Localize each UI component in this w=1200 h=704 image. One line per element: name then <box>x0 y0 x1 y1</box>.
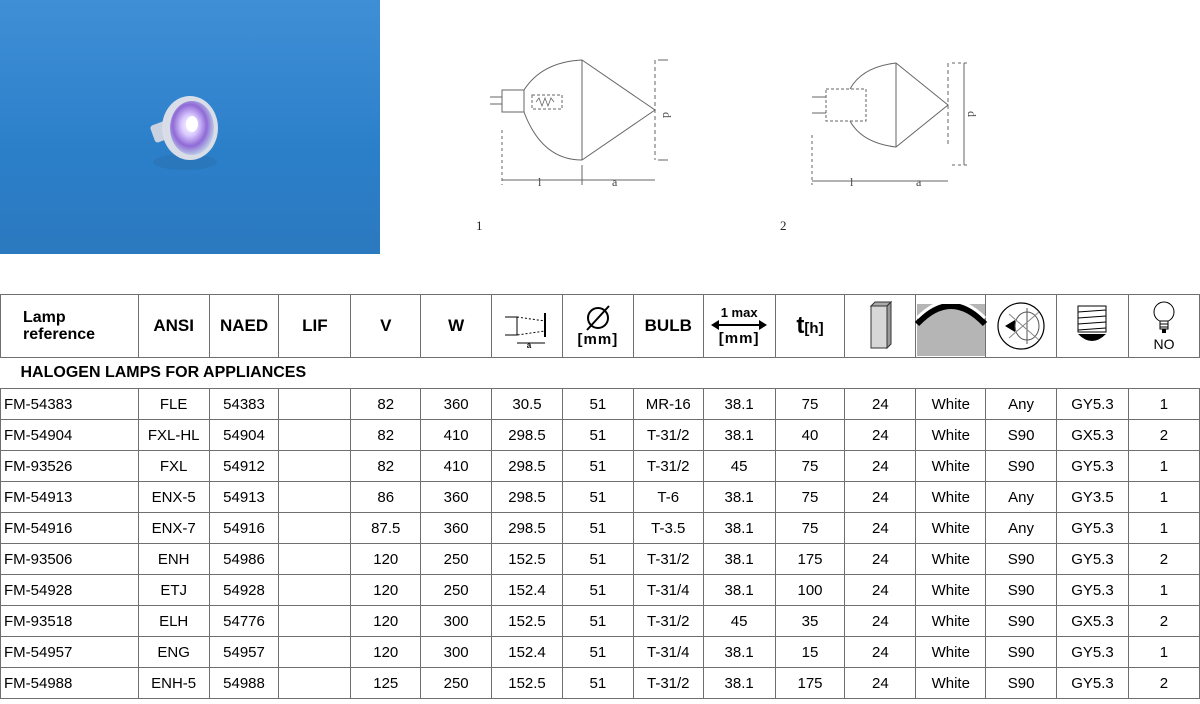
cell-voltage: 120 <box>351 575 421 606</box>
table-row <box>1 575 1200 606</box>
cell-length: 298.5 <box>492 482 563 513</box>
length-icon-label: a <box>526 341 532 350</box>
header-lamp-reference: Lamp reference <box>1 295 139 358</box>
cell-drawing-no: 1 <box>1128 389 1199 420</box>
cell-diameter: 51 <box>562 668 633 699</box>
cell-base: GY5.3 <box>1057 451 1129 482</box>
cell-bulb: T-31/2 <box>633 668 703 699</box>
cell-base: GY5.3 <box>1057 389 1129 420</box>
cell-wattage: 360 <box>421 482 492 513</box>
cell-finish: White <box>916 389 986 420</box>
cell-burning-position: S90 <box>986 451 1057 482</box>
cell-lamp-reference: FM-54988 <box>1 668 139 699</box>
cell-lamp-reference: FM-54957 <box>1 637 139 668</box>
table-header-row <box>1 295 1200 358</box>
cell-max-length: 38.1 <box>703 482 775 513</box>
cell-bulb: MR-16 <box>633 389 703 420</box>
cell-ansi: FXL <box>138 451 209 482</box>
cell-bulb: T-31/2 <box>633 544 703 575</box>
dim-l-label: l <box>850 175 854 189</box>
cell-voltage: 82 <box>351 389 421 420</box>
cell-naed: 54916 <box>209 513 279 544</box>
cell-wattage: 250 <box>421 668 492 699</box>
cell-package-qty: 24 <box>845 637 916 668</box>
table-row <box>1 668 1200 699</box>
cell-life-hours: 75 <box>775 389 845 420</box>
cell-max-length: 38.1 <box>703 513 775 544</box>
cell-base: GY5.3 <box>1057 575 1129 606</box>
cell-wattage: 410 <box>421 420 492 451</box>
header-naed: NAED <box>209 295 279 358</box>
lamp-base-icon <box>1072 304 1112 348</box>
max-label: 1 max <box>720 305 758 320</box>
product-photo <box>0 0 380 254</box>
cell-finish: White <box>916 544 986 575</box>
cell-lif <box>279 482 351 513</box>
cell-max-length: 38.1 <box>703 544 775 575</box>
cell-max-length: 38.1 <box>703 420 775 451</box>
table-row <box>1 544 1200 575</box>
cell-lamp-reference: FM-93506 <box>1 544 139 575</box>
cell-diameter: 51 <box>562 389 633 420</box>
table-row <box>1 420 1200 451</box>
cell-life-hours: 15 <box>775 637 845 668</box>
cell-package-qty: 24 <box>845 575 916 606</box>
cell-wattage: 410 <box>421 451 492 482</box>
cell-voltage: 120 <box>351 606 421 637</box>
cell-ansi: ENG <box>138 637 209 668</box>
cell-max-length: 38.1 <box>703 668 775 699</box>
header-burning-position <box>986 295 1057 358</box>
cell-voltage: 87.5 <box>351 513 421 544</box>
cell-burning-position: S90 <box>986 544 1057 575</box>
cell-drawing-no: 2 <box>1128 606 1199 637</box>
cell-burning-position: S90 <box>986 420 1057 451</box>
dim-l-label: l <box>538 175 542 189</box>
table-row <box>1 451 1200 482</box>
cell-wattage: 300 <box>421 606 492 637</box>
cell-lif <box>279 420 351 451</box>
cell-voltage: 86 <box>351 482 421 513</box>
cell-length: 152.5 <box>492 606 563 637</box>
cell-lif <box>279 575 351 606</box>
cell-lif <box>279 389 351 420</box>
cell-lamp-reference: FM-93526 <box>1 451 139 482</box>
header-max-length <box>703 295 775 358</box>
cell-lif <box>279 668 351 699</box>
cell-drawing-no: 1 <box>1128 451 1199 482</box>
cell-diameter: 51 <box>562 482 633 513</box>
table-row <box>1 637 1200 668</box>
max-unit: [mm] <box>718 330 760 347</box>
life-t: t <box>796 312 805 339</box>
lamp-diagram-2 <box>800 45 980 195</box>
cell-lif <box>279 544 351 575</box>
cell-bulb: T-31/2 <box>633 606 703 637</box>
cell-voltage: 120 <box>351 637 421 668</box>
cell-wattage: 250 <box>421 575 492 606</box>
lamp-spec-table <box>0 294 1200 699</box>
cell-finish: White <box>916 513 986 544</box>
cell-drawing-no: 2 <box>1128 420 1199 451</box>
cell-base: GX5.3 <box>1057 606 1129 637</box>
diameter-unit: [mm] <box>577 330 619 348</box>
package-box-icon <box>868 302 892 350</box>
header-v: V <box>351 295 421 358</box>
cell-wattage: 250 <box>421 544 492 575</box>
cell-naed: 54928 <box>209 575 279 606</box>
cell-naed: 54776 <box>209 606 279 637</box>
header-diameter <box>562 295 633 358</box>
no-label: NO <box>1153 336 1175 352</box>
cell-finish: White <box>916 482 986 513</box>
diagram-2-number: 2 <box>780 218 787 233</box>
cell-burning-position: S90 <box>986 668 1057 699</box>
cell-base: GY3.5 <box>1057 482 1129 513</box>
cell-lamp-reference: FM-54913 <box>1 482 139 513</box>
cell-base: GX5.3 <box>1057 420 1129 451</box>
table-row <box>1 482 1200 513</box>
header-no <box>1128 295 1199 358</box>
cell-ansi: FLE <box>138 389 209 420</box>
dim-d-label: d <box>660 112 674 118</box>
cell-diameter: 51 <box>562 513 633 544</box>
cell-lif <box>279 451 351 482</box>
cell-finish: White <box>916 575 986 606</box>
cell-max-length: 38.1 <box>703 575 775 606</box>
cell-package-qty: 24 <box>845 668 916 699</box>
cell-drawing-no: 1 <box>1128 575 1199 606</box>
cell-bulb: T-31/4 <box>633 637 703 668</box>
diameter-icon <box>583 305 613 331</box>
cell-finish: White <box>916 420 986 451</box>
cell-life-hours: 75 <box>775 451 845 482</box>
cell-lamp-reference: FM-54904 <box>1 420 139 451</box>
cell-life-hours: 75 <box>775 513 845 544</box>
life-unit: [h] <box>804 320 824 337</box>
cell-diameter: 51 <box>562 420 633 451</box>
cell-lamp-reference: FM-93518 <box>1 606 139 637</box>
cell-life-hours: 75 <box>775 482 845 513</box>
cell-package-qty: 24 <box>845 420 916 451</box>
cell-diameter: 51 <box>562 606 633 637</box>
cell-voltage: 82 <box>351 451 421 482</box>
reflector-finish-icon <box>917 296 985 356</box>
cell-lif <box>279 606 351 637</box>
cell-voltage: 82 <box>351 420 421 451</box>
dim-a-label: a <box>916 175 922 189</box>
cell-ansi: ENX-5 <box>138 482 209 513</box>
cell-ansi: ENH-5 <box>138 668 209 699</box>
cell-ansi: ELH <box>138 606 209 637</box>
cell-package-qty: 24 <box>845 389 916 420</box>
cell-length: 30.5 <box>492 389 563 420</box>
cell-naed: 54904 <box>209 420 279 451</box>
dim-a-label: a <box>612 175 618 189</box>
cell-wattage: 300 <box>421 637 492 668</box>
header-ansi: ANSI <box>138 295 209 358</box>
cell-base: GY5.3 <box>1057 668 1129 699</box>
cell-max-length: 45 <box>703 606 775 637</box>
cell-bulb: T-6 <box>633 482 703 513</box>
cell-voltage: 125 <box>351 668 421 699</box>
cell-finish: White <box>916 637 986 668</box>
cell-finish: White <box>916 451 986 482</box>
cell-package-qty: 24 <box>845 513 916 544</box>
cell-length: 152.4 <box>492 575 563 606</box>
cell-life-hours: 40 <box>775 420 845 451</box>
cell-length: 152.5 <box>492 544 563 575</box>
cell-drawing-no: 2 <box>1128 544 1199 575</box>
cell-wattage: 360 <box>421 389 492 420</box>
dim-d-label: d <box>965 111 979 117</box>
table-row <box>1 389 1200 420</box>
cell-drawing-no: 2 <box>1128 668 1199 699</box>
cell-life-hours: 100 <box>775 575 845 606</box>
cell-ansi: ENX-7 <box>138 513 209 544</box>
header-length <box>492 295 563 358</box>
cell-package-qty: 24 <box>845 451 916 482</box>
cell-naed: 54912 <box>209 451 279 482</box>
cell-diameter: 51 <box>562 544 633 575</box>
header-reflector-finish <box>916 295 986 358</box>
burning-position-icon <box>995 300 1047 352</box>
cell-ansi: ENH <box>138 544 209 575</box>
header-life <box>775 295 845 358</box>
header-base <box>1057 295 1129 358</box>
cell-wattage: 360 <box>421 513 492 544</box>
cell-package-qty: 24 <box>845 544 916 575</box>
cell-burning-position: S90 <box>986 637 1057 668</box>
cell-package-qty: 24 <box>845 606 916 637</box>
double-arrow-icon <box>711 320 767 330</box>
cell-finish: White <box>916 668 986 699</box>
diagram-1-number: 1 <box>476 218 483 233</box>
cell-life-hours: 175 <box>775 544 845 575</box>
length-icon <box>501 303 553 349</box>
cell-package-qty: 24 <box>845 482 916 513</box>
cell-length: 152.5 <box>492 668 563 699</box>
cell-diameter: 51 <box>562 637 633 668</box>
cell-ansi: ETJ <box>138 575 209 606</box>
cell-burning-position: S90 <box>986 575 1057 606</box>
cell-lif <box>279 637 351 668</box>
cell-base: GY5.3 <box>1057 637 1129 668</box>
cell-lamp-reference: FM-54928 <box>1 575 139 606</box>
cell-lamp-reference: FM-54916 <box>1 513 139 544</box>
cell-burning-position: Any <box>986 389 1057 420</box>
cell-life-hours: 35 <box>775 606 845 637</box>
section-title: HALOGEN LAMPS FOR APPLIANCES <box>1 358 1200 389</box>
cell-max-length: 38.1 <box>703 637 775 668</box>
cell-burning-position: Any <box>986 482 1057 513</box>
cell-life-hours: 175 <box>775 668 845 699</box>
cell-max-length: 38.1 <box>703 389 775 420</box>
cell-lif <box>279 513 351 544</box>
cell-voltage: 120 <box>351 544 421 575</box>
cell-burning-position: Any <box>986 513 1057 544</box>
cell-finish: White <box>916 606 986 637</box>
cell-drawing-no: 1 <box>1128 482 1199 513</box>
header-lif: LIF <box>279 295 351 358</box>
table-row <box>1 513 1200 544</box>
cell-length: 298.5 <box>492 420 563 451</box>
cell-max-length: 45 <box>703 451 775 482</box>
cell-naed: 54913 <box>209 482 279 513</box>
cell-drawing-no: 1 <box>1128 513 1199 544</box>
cell-naed: 54988 <box>209 668 279 699</box>
cell-diameter: 51 <box>562 575 633 606</box>
cell-diameter: 51 <box>562 451 633 482</box>
cell-naed: 54986 <box>209 544 279 575</box>
cell-bulb: T-3.5 <box>633 513 703 544</box>
table-row <box>1 606 1200 637</box>
cell-naed: 54383 <box>209 389 279 420</box>
header-w: W <box>421 295 492 358</box>
cell-lamp-reference: FM-54383 <box>1 389 139 420</box>
cell-bulb: T-31/4 <box>633 575 703 606</box>
cell-base: GY5.3 <box>1057 544 1129 575</box>
cell-bulb: T-31/2 <box>633 420 703 451</box>
cell-ansi: FXL-HL <box>138 420 209 451</box>
cell-base: GY5.3 <box>1057 513 1129 544</box>
cell-length: 298.5 <box>492 451 563 482</box>
cell-drawing-no: 1 <box>1128 637 1199 668</box>
cell-length: 152.4 <box>492 637 563 668</box>
cell-bulb: T-31/2 <box>633 451 703 482</box>
header-bulb: BULB <box>633 295 703 358</box>
cell-burning-position: S90 <box>986 606 1057 637</box>
light-bulb-icon <box>1151 300 1177 336</box>
cell-length: 298.5 <box>492 513 563 544</box>
header-package <box>845 295 916 358</box>
section-row <box>1 358 1200 389</box>
halogen-lamp-photo <box>0 0 380 254</box>
lamp-diagram-1 <box>470 40 674 190</box>
cell-naed: 54957 <box>209 637 279 668</box>
